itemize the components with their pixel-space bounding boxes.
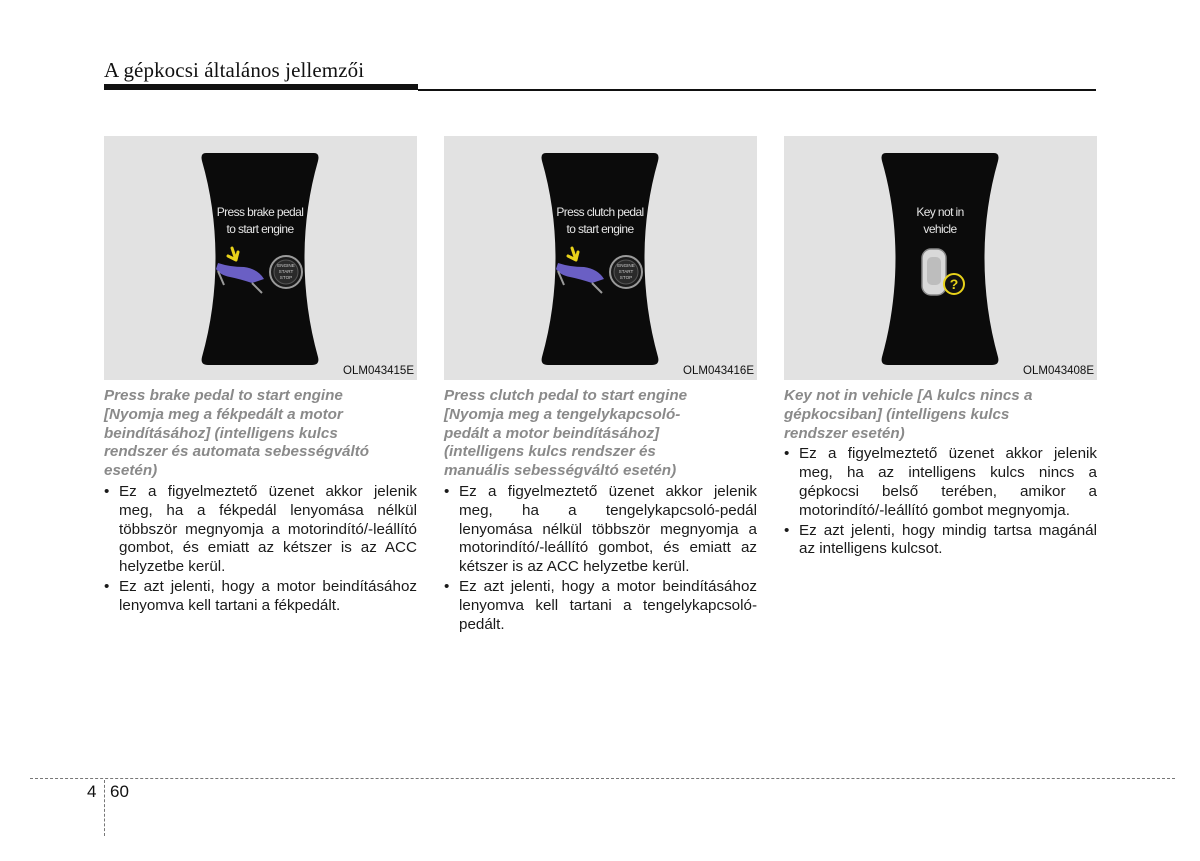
figure-key-not-in-vehicle — [784, 136, 1097, 380]
engine-start-stop-button-icon — [610, 256, 642, 288]
bullet-item — [444, 578, 757, 634]
figure-code: OLM043408E — [1023, 365, 1094, 377]
cluster-display — [540, 153, 660, 365]
figure-caption — [784, 387, 1097, 443]
bullet-text: Ez a figyelmeztető üzenet akkor jelenik meg, ha a tengelykapcsoló-pedál lenyomása nélkül többször megnyomja a motorindító/-leállító gombot, és emiatt az kétszer is az ACC helyzetbe kerül. — [459, 482, 757, 576]
page-number: 60 — [110, 782, 129, 801]
bullet-text: Ez azt jelenti, hogy a motor beindításához lenyomva kell tartani a tengelykapcsoló-pedált. — [459, 577, 757, 633]
text-column-1 — [104, 387, 417, 617]
caption-line: pedált a motor beindításához] — [444, 424, 660, 442]
bullet-list — [104, 483, 417, 616]
caption-line: [Nyomja meg a fékpedált a motor — [104, 405, 343, 423]
bullet-dot-icon: • — [444, 482, 450, 500]
caption-line: esetén) — [104, 462, 158, 480]
text-column-2 — [444, 387, 757, 635]
screen-line-1: Press brake pedal — [216, 205, 304, 219]
button-line-1: ENGINE — [617, 263, 635, 268]
caption-line: Press brake pedal to start engine — [104, 387, 343, 404]
caption-line: Press clutch pedal to start engine — [444, 387, 688, 404]
footer-vertical-divider — [104, 780, 105, 836]
cluster-display — [880, 153, 1000, 365]
bullet-item — [444, 483, 757, 577]
bullet-dot-icon: • — [444, 577, 450, 595]
screen-line-1: Press clutch pedal — [556, 205, 644, 219]
button-line-3: STOP — [619, 275, 633, 280]
footer-dashed-rule — [30, 778, 1175, 779]
caption-line: (intelligens kulcs rendszer és — [444, 443, 656, 461]
bullet-list — [784, 445, 1097, 559]
screen-line-1: Key not in — [916, 205, 964, 219]
svg-text:?: ? — [949, 276, 959, 292]
bullet-text: Ez a figyelmeztető üzenet akkor jelenik meg, ha az intelligens kulcs nincs a gépkocsi belső terében, amikor a motorindító/-leállító gombot megnyomja. — [799, 445, 1097, 519]
header-rule-thick — [104, 84, 418, 90]
figure-caption — [444, 387, 757, 481]
figure-code: OLM043415E — [343, 365, 414, 377]
bullet-text: Ez azt jelenti, hogy a motor beindításához lenyomva kell tartani a fékpedált. — [119, 577, 417, 614]
button-line-2: START — [278, 269, 294, 274]
figure-brake-pedal — [104, 136, 417, 380]
bullet-item — [104, 483, 417, 577]
screen-line-2: vehicle — [923, 222, 957, 236]
bullet-list — [444, 483, 757, 634]
figure-code: OLM043416E — [683, 365, 754, 377]
engine-start-stop-button-icon — [270, 256, 302, 288]
caption-line: rendszer esetén) — [784, 424, 905, 442]
caption-line: [Nyomja meg a tengelykapcsoló- — [444, 405, 681, 423]
bullet-dot-icon: • — [784, 521, 790, 539]
cluster-display — [200, 153, 320, 365]
text-column-3 — [784, 387, 1097, 560]
screen-line-2: to start engine — [566, 222, 634, 236]
caption-line: rendszer és automata sebességváltó — [104, 443, 370, 461]
caption-line: manuális sebességváltó esetén) — [444, 462, 677, 480]
figure-caption — [104, 387, 417, 481]
figure-clutch-pedal — [444, 136, 757, 380]
button-line-2: START — [618, 269, 634, 274]
bullet-dot-icon: • — [104, 482, 110, 500]
bullet-dot-icon: • — [784, 445, 790, 463]
page-header-title: A gépkocsi általános jellemzői — [104, 58, 365, 82]
bullet-item — [784, 445, 1097, 520]
bullet-text: Ez azt jelenti, hogy mindig tartsa magánál az intelligens kulcsot. — [799, 521, 1097, 558]
bullet-item — [784, 522, 1097, 560]
chapter-number: 4 — [87, 782, 97, 801]
button-line-3: STOP — [279, 275, 293, 280]
caption-line: Key not in vehicle [A kulcs nincs a — [784, 387, 1033, 404]
bullet-item — [104, 578, 417, 616]
screen-line-2: to start engine — [226, 222, 294, 236]
caption-line: gépkocsiban] (intelligens kulcs — [784, 405, 1010, 423]
caption-line: beindításához] (intelligens kulcs — [104, 424, 338, 442]
button-line-1: ENGINE — [277, 263, 295, 268]
bullet-dot-icon: • — [104, 577, 110, 595]
header-rule-thin — [418, 89, 1096, 91]
bullet-text: Ez a figyelmeztető üzenet akkor jelenik meg, ha a fékpedál lenyomása nélkül többször megnyomja a motorindító/-leállító gombot, és emiatt az kétszer is az ACC helyzetbe kerül. — [119, 482, 417, 576]
